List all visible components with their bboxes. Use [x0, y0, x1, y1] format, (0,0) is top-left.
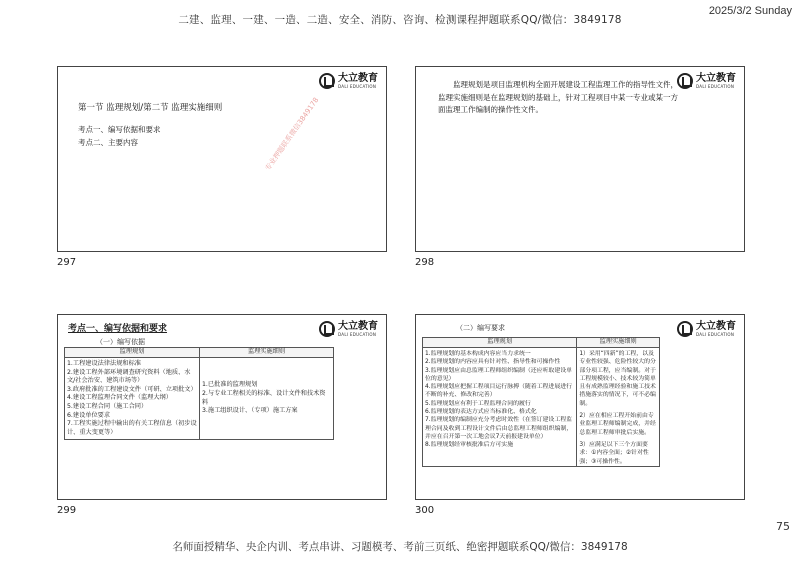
list-item: 3.政府批准的工程建设文件（可研、立项批文）	[67, 385, 197, 393]
table-header: 监理实施细则	[577, 338, 660, 348]
list-item: 5.监理规划应有利于工程监理合同的履行	[425, 400, 531, 407]
slide-299	[57, 314, 387, 500]
watermark: 专业押题联系微信3849178	[263, 96, 321, 173]
logo	[319, 73, 378, 89]
logo-icon	[677, 73, 693, 89]
list-item: 2.建设工程外部环境调查研究资料（地质、水文/社会治安、建筑市场等）	[67, 368, 191, 385]
logo-icon	[319, 321, 335, 337]
list-item: 7.监理规划的编制应充分考虑时效性（在签订建设工程监理合同及收到工程设计文件后由总监理工程师组织编制，并应在召开第一次工地会议7天前报建设单位）	[425, 417, 573, 440]
logo-subtitle: DALI EDUCATION	[696, 331, 735, 337]
list-item: 3.施工组织设计、（专项）施工方案	[202, 407, 298, 415]
slide-subheading: （二）编写要求	[456, 324, 505, 332]
logo	[677, 73, 736, 89]
list-item: 考点二、主要内容	[78, 138, 138, 147]
slide-paragraph: 监理规划是项目监理机构全面开展建设工程监理工作的指导性文件，监理实施细则是在监理规划的基础上，针对工程项目中某一专业或某一方面监理工作编制的操作性文件。	[438, 80, 678, 114]
list-item: 2）应在相应工程开始前由专业监理工程师编制完成，并经总监理工程师审批后实施。	[579, 413, 656, 436]
list-item: 1）采用“四新”的工程，以及专业性较强、危险性较大的分部分项工程，应当编制。对于工程规模较小、技术较为简单且有成熟监理经验和施工技术措施落实的情况下，可不必编制。	[579, 351, 656, 407]
slide-300	[415, 314, 745, 500]
slide-heading: 考点一、编写依据和要求	[68, 324, 168, 334]
page-date: 2025/3/2 Sunday	[708, 5, 792, 17]
slide-number: 298	[415, 257, 435, 268]
list-item: 6.建设单位要求	[67, 411, 111, 419]
table-cell	[200, 358, 334, 440]
logo-name: 大立教育	[696, 72, 736, 84]
page-number: 75	[776, 520, 790, 533]
page-footer: 名师面授精华、央企内训、考点串讲、习题模考、考前三页纸、绝密押题联系QQ/微信：3849178	[172, 541, 628, 553]
list-item: 3）应满足以下三个方面要求：①内容全面；②针对性强；③可操作性。	[579, 441, 649, 465]
list-item: 2.与专业工程相关的标准、设计文件和技术资料	[202, 390, 326, 406]
logo-name: 大立教育	[338, 320, 378, 332]
slide-number: 297	[57, 257, 77, 268]
slide-number: 299	[57, 505, 77, 516]
slide-subheading: （一）编写依据	[96, 338, 145, 346]
logo-subtitle: DALI EDUCATION	[338, 83, 377, 89]
slide-298	[415, 66, 745, 252]
page-header: 二建、监理、一建、一造、二造、安全、消防、咨询、检测课程押题联系QQ/微信：3849178	[178, 14, 622, 26]
table-cell	[423, 348, 577, 467]
list-item: 1.监理规划的基本构成内容应当力求统一	[425, 351, 531, 357]
list-item: 8.监理规划经审核批准后方可实施	[425, 442, 514, 449]
table-cell	[577, 348, 660, 467]
logo	[677, 321, 736, 337]
slide-297	[57, 66, 387, 252]
logo-name: 大立教育	[338, 72, 378, 84]
list-item: 7.工程实施过程中输出的有关工程信息（初步设计、重大变更等）	[67, 420, 197, 436]
table-header: 监理实施细则	[200, 348, 334, 358]
list-item: 5.建设工程合同（施工合同）	[67, 402, 148, 410]
logo-icon	[677, 321, 693, 337]
table-header: 监理规划	[423, 338, 577, 348]
logo-subtitle: DALI EDUCATION	[338, 331, 377, 337]
list-item: 4.监理规划应把握工程项目运行脉搏（随着工程进展进行不断的补充、修改和完善）	[425, 384, 572, 399]
logo-name: 大立教育	[696, 320, 736, 332]
list-item: 6.监理规划的表达方式应当标准化、格式化	[425, 409, 537, 416]
table-header: 监理规划	[65, 348, 200, 358]
list-item: 2.监理规划的内容应具有针对性、指导性和可操作性	[425, 359, 561, 366]
table-cell	[65, 358, 200, 440]
list-item: 1.已批准的监理规划	[202, 381, 258, 389]
list-item: 4.建设工程监理合同文件（监理大纲）	[67, 394, 172, 402]
list-item: 考点一、编写依据和要求	[78, 125, 161, 134]
slide-number: 300	[415, 505, 435, 516]
logo-subtitle: DALI EDUCATION	[696, 83, 735, 89]
list-item: 1.工程建设法律法规和标准	[67, 360, 141, 367]
logo-icon	[319, 73, 335, 89]
requirements-table	[422, 337, 660, 467]
logo	[319, 321, 378, 337]
basis-table	[64, 347, 334, 440]
list-item: 3.监理规划应由总监理工程师组织编制（还应听取建设单位的意见）	[425, 367, 572, 382]
slide-title: 第一节 监理规划/第二节 监理实施细则	[78, 103, 223, 113]
